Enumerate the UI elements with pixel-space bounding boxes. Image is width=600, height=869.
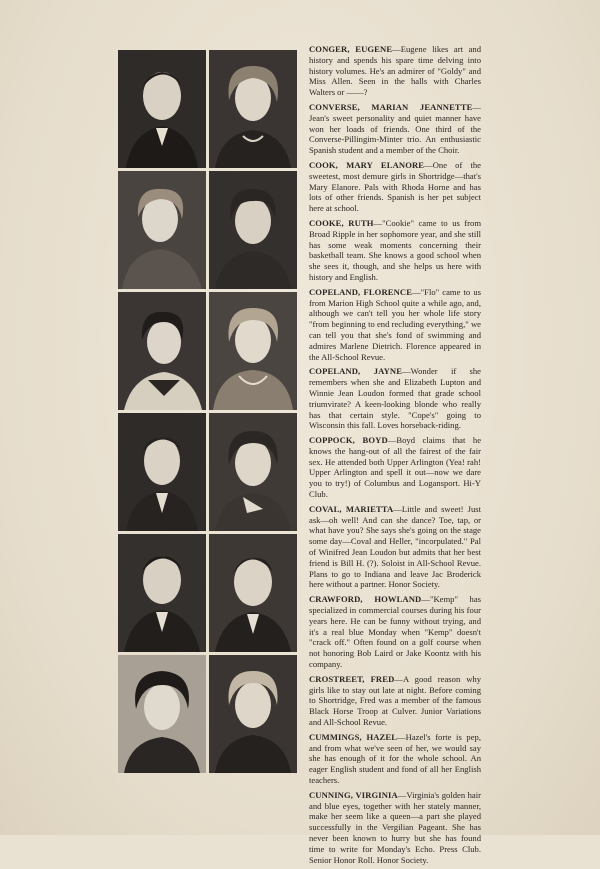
entry-crostreet-fred (309, 674, 481, 728)
entry-name: CONGER, EUGENE (309, 44, 393, 54)
portrait-crostreet-fred (209, 534, 297, 652)
entry-cooke-ruth (309, 218, 481, 283)
entry-text: —Jean's sweet personality and quiet manner have won her loads of friends. One third of the Converse-Pillingim-Minter trio. An enthusiastic Spanish student and a member of the Choir. (309, 101, 481, 156)
entry-coppock-boyd (309, 435, 481, 500)
portrait-cunning-virginia (209, 655, 297, 773)
entry-text: —Eugene likes art and history and spends his spare time delving into history volumes. He's an admirer of "Goldy" and Miss Allen. Seen in the halls with Charles Walters or ——? (309, 44, 481, 98)
portrait-coppock-boyd (118, 413, 206, 531)
entry-name: COOKE, RUTH (309, 217, 374, 228)
entry-copeland-jayne (309, 366, 481, 431)
entry-text: —Little and sweet! Just ask—oh well! And can she dance? Toe, tap, or what have you? She says she's going on the stage some day—Coval and Heller, "incorpulated." Pal of Winifred Jean Loudon but admits that her best friend is Bill H. (?). Soloist in All-School Revue. Plans to go to Indiana and leave Jac Broderick here without a partner. Honor Society. (309, 503, 481, 590)
portrait-coval-marietta (209, 413, 297, 531)
portrait-crawford-howland (118, 534, 206, 652)
portrait-cummings-hazel (118, 655, 206, 773)
entry-text: —Virginia's golden hair and blue eyes, together with her stately manner, make her seem like a queen—a part she played successfully in the Vergilian Pageant. She has never been known to hurry but she has found time to write for Monday's Echo. Press Club. Senior Honor Roll. Honor Society. (309, 789, 481, 865)
entry-text: —"Cookie" came to us from Broad Ripple in her sophomore year, and she still has some weak moments concerning their basketball team. She knows a good school when she sees it, though, and she helps us here with history and English. (309, 217, 482, 282)
portrait-conger-eugene (118, 50, 206, 168)
entry-text: —"Flo" came to us from Marion High School quite a while ago, and, although we can't tell you her whole life story "from beginning to end recluding everything," we can tell you that she's fond of swimming and admires Marlene Dietrich. Florence appeared in the All-School Revue. (309, 286, 481, 362)
portrait-copeland-jayne (209, 292, 297, 410)
entry-text: —Hazel's forte is pep, and from what we've seen of her, we would say she has enough of it for the whole school. An eager English student and fond of all her English teachers. (309, 731, 481, 785)
entry-name: COVAL, MARIETTA (309, 503, 394, 514)
entry-name: COPPOCK, BOYD (309, 435, 388, 446)
entry-text: —Boyd claims that he knows the hang-out of all the fairest of the fair sex. He attended both Upper Arlington (Yea! rah! Upper Arlington and spell it out—now we dare you to try!) of Columbus and Logansport. Hi-Y Club. (309, 435, 482, 500)
entry-name: CUNNING, VIRGINIA (309, 789, 398, 800)
entry-copeland-florence (309, 287, 481, 363)
entry-cunning-virginia (309, 790, 481, 866)
entry-name: CRAWFORD, HOWLAND (309, 594, 422, 605)
portrait-cook-mary (118, 171, 206, 289)
biography-column (309, 44, 481, 869)
entry-crawford-howland (309, 594, 481, 670)
entry-conger-eugene (309, 44, 481, 98)
entry-name: COPELAND, FLORENCE (309, 286, 413, 297)
entry-text: —Wonder if she remembers when she and Elizabeth Lupton and Winnie Jean Loudon formed that grade school triumvirate? A keen-looking blonde who really has that certain style. "Cope's" going to Wisconsin this fall. Loves horseback-riding. (309, 366, 481, 431)
entry-name: CUMMINGS, HAZEL (309, 731, 398, 742)
portrait-converse-marian (209, 50, 297, 168)
entry-coval-marietta (309, 504, 481, 590)
entry-name: COOK, MARY ELANORE (309, 159, 425, 170)
entry-name: COPELAND, JAYNE (309, 366, 403, 377)
entry-name: CROSTREET, FRED (309, 673, 395, 684)
portrait-cooke-ruth (209, 171, 297, 289)
portrait-copeland-florence (118, 292, 206, 410)
entry-text: —"Kemp" has specialized in commercial courses during his four years here. He can be funny without trying, and it's a real blue Monday when "Kemp" doesn't "crack off." Often found on a golf course when not honoring Bob Laird or Jake Koontz with his company. (309, 594, 482, 670)
entry-text: —One of the sweetest, most demure girls in Shortridge—that's Mary Elanore. Pals with Rhoda Horne and has lots of other friends. Spanish is her pet subject here at school. (309, 159, 481, 214)
entry-converse-marian (309, 102, 481, 156)
entry-cook-mary (309, 160, 481, 214)
entry-name: CONVERSE, MARIAN JEANNETTE (309, 101, 473, 112)
entry-cummings-hazel (309, 732, 481, 786)
entry-text: —A good reason why girls like to stay out late at night. Before coming to Shortridge, Fred was a member of the famous Black Horse Troop at Culver. Junior Variations and All-School Revue. (309, 673, 481, 728)
